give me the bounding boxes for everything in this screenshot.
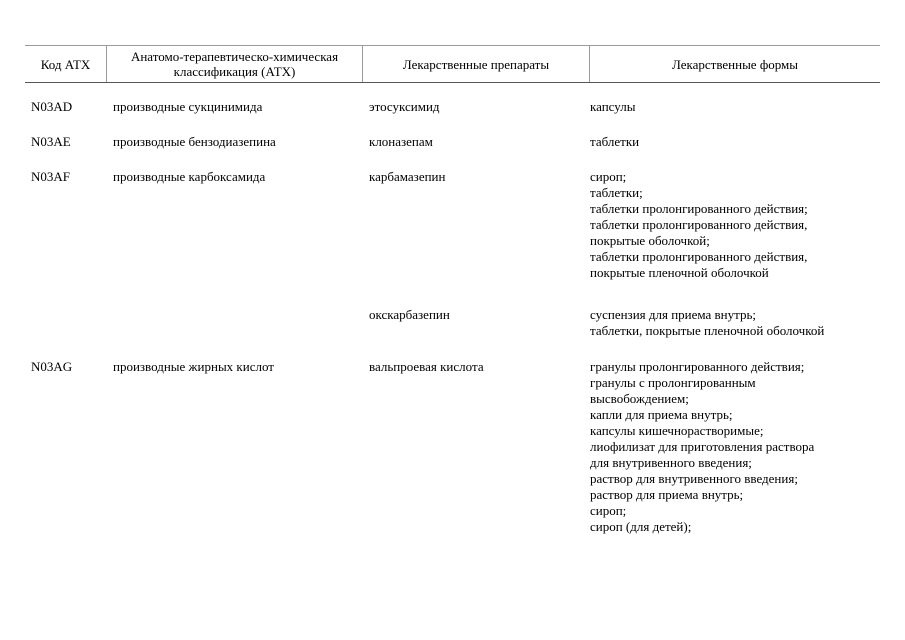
dosage-forms bbox=[590, 307, 824, 339]
atc-classification: производные карбоксамида bbox=[113, 169, 266, 184]
dosage-form-line: таблетки пролонгированного действия, bbox=[590, 249, 808, 264]
dosage-forms bbox=[590, 359, 814, 535]
atc-classification: производные бензодиазепина bbox=[113, 134, 276, 149]
dosage-form-line: таблетки; bbox=[590, 185, 643, 200]
dosage-form-line: суспензия для приема внутрь; bbox=[590, 307, 757, 322]
header-drugs bbox=[363, 46, 590, 82]
atc-classification: производные сукцинимида bbox=[113, 99, 263, 114]
dosage-form-line: высвобождением; bbox=[590, 391, 689, 406]
header-classification-label bbox=[131, 49, 338, 79]
drug-name: вальпроевая кислота bbox=[369, 359, 484, 374]
dosage-forms bbox=[590, 99, 635, 115]
drug-name: карбамазепин bbox=[369, 169, 446, 184]
dosage-form-line: сироп; bbox=[590, 503, 627, 518]
header-classification bbox=[107, 46, 363, 82]
dosage-form-line: раствор для приема внутрь; bbox=[590, 487, 744, 502]
dosage-form-line: сироп (для детей); bbox=[590, 519, 692, 534]
drug-name: клоназепам bbox=[369, 134, 433, 149]
dosage-form-line: таблетки пролонгированного действия; bbox=[590, 201, 808, 216]
atc-code: N03AF bbox=[31, 169, 71, 184]
table-header bbox=[25, 45, 880, 83]
header-code bbox=[25, 46, 107, 82]
drug-name: этосуксимид bbox=[369, 99, 440, 114]
dosage-form-line: гранулы пролонгированного действия; bbox=[590, 359, 805, 374]
dosage-form-line: капсулы кишечнорастворимые; bbox=[590, 423, 764, 438]
header-classification-line-1: Анатомо-терапевтическо-химическая bbox=[130, 49, 339, 64]
atc-code: N03AD bbox=[31, 99, 73, 114]
header-drugs-label: Лекарственные препараты bbox=[402, 56, 550, 72]
dosage-forms bbox=[590, 134, 639, 150]
drug-name: окскарбазепин bbox=[369, 307, 450, 322]
atc-classification: производные жирных кислот bbox=[113, 359, 274, 374]
dosage-form-line: капсулы bbox=[590, 99, 636, 114]
drug-table bbox=[25, 45, 880, 534]
header-code-label: Код АТХ bbox=[40, 56, 91, 72]
atc-code: N03AE bbox=[31, 134, 71, 149]
header-forms-label: Лекарственные формы bbox=[671, 56, 799, 72]
dosage-form-line: лиофилизат для приготовления раствора bbox=[590, 439, 815, 454]
dosage-forms bbox=[590, 169, 808, 281]
dosage-form-line: таблетки пролонгированного действия, bbox=[590, 217, 808, 232]
dosage-form-line: гранулы с пролонгированным bbox=[590, 375, 756, 390]
dosage-form-line: таблетки bbox=[590, 134, 640, 149]
header-classification-line-2: классификация (АТХ) bbox=[173, 64, 296, 79]
dosage-form-line: покрытые оболочкой; bbox=[590, 233, 710, 248]
header-forms bbox=[590, 46, 880, 82]
dosage-form-line: покрытые пленочной оболочкой bbox=[590, 265, 769, 280]
dosage-form-line: капли для приема внутрь; bbox=[590, 407, 733, 422]
dosage-form-line: сироп; bbox=[590, 169, 627, 184]
dosage-form-line: таблетки, покрытые пленочной оболочкой bbox=[590, 323, 825, 338]
atc-code: N03AG bbox=[31, 359, 73, 374]
dosage-form-line: раствор для внутривенного введения; bbox=[590, 471, 798, 486]
dosage-form-line: для внутривенного введения; bbox=[590, 455, 752, 470]
